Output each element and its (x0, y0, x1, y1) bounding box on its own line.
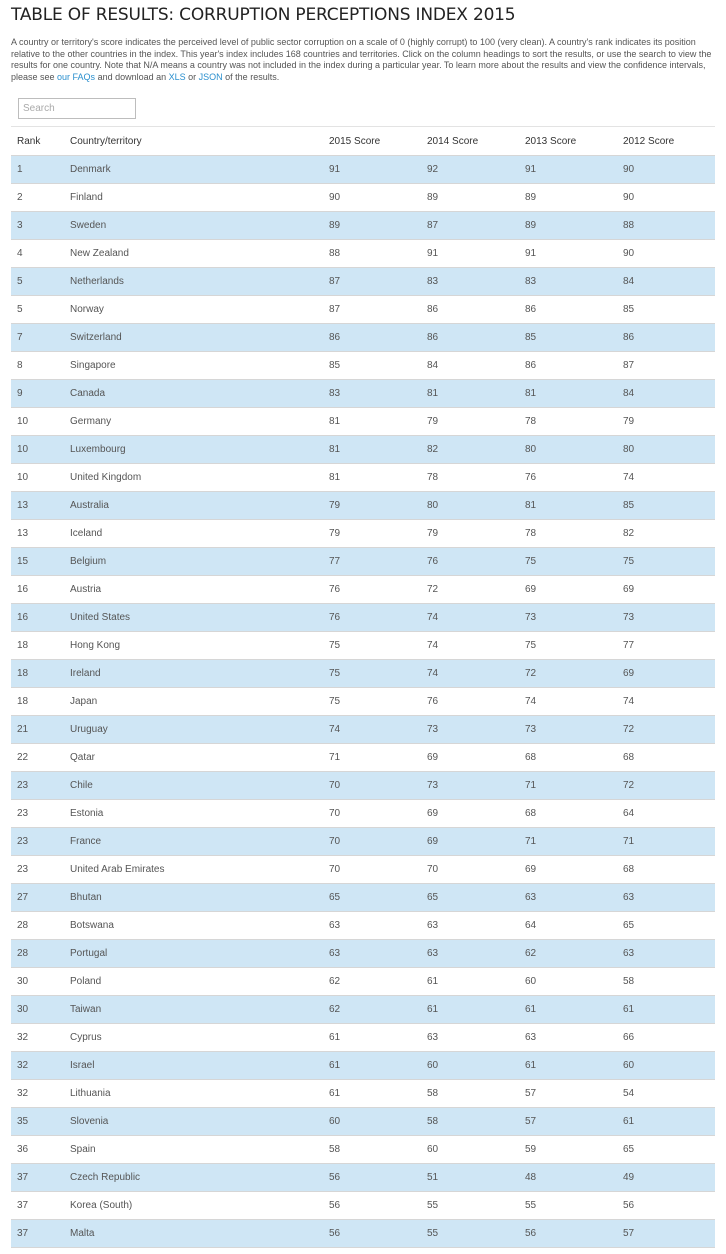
cell-2014-score: 72 (427, 576, 525, 604)
cell-2015-score: 60 (329, 1108, 427, 1136)
cell-rank: 32 (11, 1052, 70, 1080)
cell-2015-score: 62 (329, 968, 427, 996)
cell-2012-score: 63 (623, 884, 715, 912)
cell-2015-score: 79 (329, 520, 427, 548)
cell-2014-score: 79 (427, 408, 525, 436)
cell-2014-score: 87 (427, 212, 525, 240)
cell-2014-score: 76 (427, 548, 525, 576)
cell-country: United Kingdom (70, 464, 329, 492)
cell-2013-score: 85 (525, 324, 623, 352)
cell-rank: 1 (11, 156, 70, 184)
cell-2013-score: 68 (525, 744, 623, 772)
cell-2014-score: 82 (427, 436, 525, 464)
cell-2015-score: 83 (329, 380, 427, 408)
cell-2012-score: 80 (623, 436, 715, 464)
intro-text-4: of the results. (222, 71, 280, 82)
cell-2012-score: 90 (623, 156, 715, 184)
cell-2013-score: 56 (525, 1220, 623, 1248)
table-row (11, 1052, 715, 1080)
cell-2013-score: 64 (525, 912, 623, 940)
cell-country: Korea (South) (70, 1192, 329, 1220)
cell-2012-score: 84 (623, 380, 715, 408)
table-row (11, 744, 715, 772)
cell-rank: 7 (11, 324, 70, 352)
cell-2013-score: 89 (525, 184, 623, 212)
cell-2013-score: 91 (525, 240, 623, 268)
cell-2014-score: 63 (427, 1024, 525, 1052)
cell-2015-score: 70 (329, 772, 427, 800)
cell-2014-score: 51 (427, 1164, 525, 1192)
cell-2015-score: 85 (329, 352, 427, 380)
cell-2014-score: 92 (427, 156, 525, 184)
cell-2012-score: 65 (623, 912, 715, 940)
cell-country: Iceland (70, 520, 329, 548)
cell-country: Botswana (70, 912, 329, 940)
table-row (11, 1220, 715, 1248)
header-country[interactable]: Country/territory (70, 127, 329, 156)
table-row (11, 772, 715, 800)
cell-2013-score: 62 (525, 940, 623, 968)
cell-rank: 13 (11, 520, 70, 548)
cell-2012-score: 71 (623, 828, 715, 856)
table-row (11, 520, 715, 548)
table-row (11, 464, 715, 492)
cell-2015-score: 56 (329, 1220, 427, 1248)
cell-2014-score: 91 (427, 240, 525, 268)
table-row (11, 828, 715, 856)
cell-country: Netherlands (70, 268, 329, 296)
cell-2014-score: 70 (427, 856, 525, 884)
table-row (11, 632, 715, 660)
cell-2013-score: 57 (525, 1080, 623, 1108)
cell-rank: 4 (11, 240, 70, 268)
cell-2013-score: 69 (525, 576, 623, 604)
cell-2015-score: 70 (329, 828, 427, 856)
cell-country: Cyprus (70, 1024, 329, 1052)
cell-2015-score: 81 (329, 408, 427, 436)
cell-country: Australia (70, 492, 329, 520)
table-row (11, 352, 715, 380)
cell-2014-score: 74 (427, 632, 525, 660)
intro-paragraph (11, 37, 713, 83)
cell-2015-score: 88 (329, 240, 427, 268)
table-row (11, 1164, 715, 1192)
cell-2013-score: 74 (525, 688, 623, 716)
header-2015-score[interactable]: 2015 Score (329, 127, 427, 156)
cell-country: Estonia (70, 800, 329, 828)
cell-2015-score: 63 (329, 912, 427, 940)
cell-2015-score: 56 (329, 1192, 427, 1220)
cell-2012-score: 77 (623, 632, 715, 660)
cell-2012-score: 72 (623, 716, 715, 744)
cell-rank: 23 (11, 772, 70, 800)
table-row (11, 408, 715, 436)
cell-2013-score: 80 (525, 436, 623, 464)
cell-rank: 28 (11, 912, 70, 940)
table-row (11, 296, 715, 324)
cell-2015-score: 61 (329, 1024, 427, 1052)
cell-country: Qatar (70, 744, 329, 772)
cell-2015-score: 90 (329, 184, 427, 212)
cell-country: New Zealand (70, 240, 329, 268)
cell-2012-score: 90 (623, 240, 715, 268)
table-row (11, 240, 715, 268)
cell-2013-score: 75 (525, 632, 623, 660)
cell-rank: 8 (11, 352, 70, 380)
cell-2015-score: 81 (329, 464, 427, 492)
table-row (11, 884, 715, 912)
cell-2012-score: 75 (623, 548, 715, 576)
cell-rank: 23 (11, 800, 70, 828)
cell-2015-score: 65 (329, 884, 427, 912)
cell-rank: 10 (11, 464, 70, 492)
cell-2012-score: 88 (623, 212, 715, 240)
table-row (11, 912, 715, 940)
header-2012-score[interactable]: 2012 Score (623, 127, 715, 156)
cell-country: Germany (70, 408, 329, 436)
cell-rank: 10 (11, 436, 70, 464)
cell-rank: 37 (11, 1220, 70, 1248)
cell-2015-score: 75 (329, 660, 427, 688)
cell-2014-score: 61 (427, 968, 525, 996)
cell-2013-score: 61 (525, 1052, 623, 1080)
intro-text-2: and download an (95, 71, 169, 82)
cell-2013-score: 71 (525, 772, 623, 800)
cell-2014-score: 79 (427, 520, 525, 548)
cell-2014-score: 69 (427, 744, 525, 772)
cell-2014-score: 83 (427, 268, 525, 296)
cell-2013-score: 57 (525, 1108, 623, 1136)
cell-rank: 32 (11, 1080, 70, 1108)
cell-rank: 9 (11, 380, 70, 408)
cell-2015-score: 81 (329, 436, 427, 464)
cell-2015-score: 71 (329, 744, 427, 772)
cell-rank: 37 (11, 1192, 70, 1220)
cell-2013-score: 60 (525, 968, 623, 996)
table-row (11, 576, 715, 604)
header-2013-score[interactable]: 2013 Score (525, 127, 623, 156)
cell-2014-score: 69 (427, 800, 525, 828)
cell-2014-score: 58 (427, 1108, 525, 1136)
faqs-link[interactable]: our FAQs (57, 71, 96, 82)
cell-2013-score: 69 (525, 856, 623, 884)
cell-country: Czech Republic (70, 1164, 329, 1192)
table-row (11, 436, 715, 464)
cell-country: Bhutan (70, 884, 329, 912)
cell-2012-score: 90 (623, 184, 715, 212)
cell-2014-score: 78 (427, 464, 525, 492)
cell-2012-score: 72 (623, 772, 715, 800)
cell-2012-score: 85 (623, 492, 715, 520)
cell-2012-score: 49 (623, 1164, 715, 1192)
cell-2012-score: 66 (623, 1024, 715, 1052)
cell-country: Singapore (70, 352, 329, 380)
cell-2013-score: 81 (525, 380, 623, 408)
cell-2015-score: 76 (329, 604, 427, 632)
cell-2014-score: 65 (427, 884, 525, 912)
page-title: TABLE OF RESULTS: CORRUPTION PERCEPTIONS INDEX 2015 (11, 5, 516, 25)
intro-text-1: A country or territory's score indicates the perceived level of public sector corruption on a scale of 0 (highly corrupt) to 100 (very clean). A country's rank indicates its position relative to the other countries in the index. This year's index includes 168 countries and territories. Click on the column headings to sort the results, or use the search to view the results for one country. Note that N/A means a country was not included in the index during a particular year. To learn more about the results and view the confidence intervals, please see (11, 37, 712, 82)
table-row (11, 660, 715, 688)
cell-country: Sweden (70, 212, 329, 240)
cell-2014-score: 74 (427, 660, 525, 688)
cell-2014-score: 73 (427, 716, 525, 744)
cell-country: Slovenia (70, 1108, 329, 1136)
cell-2012-score: 84 (623, 268, 715, 296)
cell-country: Finland (70, 184, 329, 212)
cell-2015-score: 70 (329, 800, 427, 828)
cell-rank: 16 (11, 604, 70, 632)
cell-rank: 18 (11, 688, 70, 716)
cell-2012-score: 68 (623, 856, 715, 884)
results-body (11, 156, 715, 1248)
cell-rank: 30 (11, 968, 70, 996)
cell-2012-score: 64 (623, 800, 715, 828)
table-row (11, 996, 715, 1024)
cell-2012-score: 87 (623, 352, 715, 380)
cell-2015-score: 86 (329, 324, 427, 352)
cell-2015-score: 89 (329, 212, 427, 240)
cell-2013-score: 61 (525, 996, 623, 1024)
cell-2015-score: 87 (329, 268, 427, 296)
cell-rank: 13 (11, 492, 70, 520)
cell-country: Hong Kong (70, 632, 329, 660)
cell-rank: 32 (11, 1024, 70, 1052)
cell-2014-score: 84 (427, 352, 525, 380)
cell-rank: 23 (11, 856, 70, 884)
table-row (11, 604, 715, 632)
cell-2012-score: 63 (623, 940, 715, 968)
cell-2015-score: 79 (329, 492, 427, 520)
cell-country: Luxembourg (70, 436, 329, 464)
table-row (11, 1136, 715, 1164)
cell-rank: 2 (11, 184, 70, 212)
cell-2015-score: 74 (329, 716, 427, 744)
cell-rank: 36 (11, 1136, 70, 1164)
cell-2014-score: 76 (427, 688, 525, 716)
table-row (11, 1192, 715, 1220)
cell-2012-score: 69 (623, 576, 715, 604)
cell-2015-score: 56 (329, 1164, 427, 1192)
cell-2012-score: 65 (623, 1136, 715, 1164)
table-row (11, 856, 715, 884)
cell-2013-score: 75 (525, 548, 623, 576)
cell-2012-score: 82 (623, 520, 715, 548)
cell-2012-score: 74 (623, 688, 715, 716)
cell-2015-score: 87 (329, 296, 427, 324)
cell-rank: 15 (11, 548, 70, 576)
cell-country: Uruguay (70, 716, 329, 744)
cell-2013-score: 59 (525, 1136, 623, 1164)
cell-rank: 3 (11, 212, 70, 240)
cell-rank: 37 (11, 1164, 70, 1192)
cell-2012-score: 54 (623, 1080, 715, 1108)
cell-2015-score: 76 (329, 576, 427, 604)
cell-rank: 23 (11, 828, 70, 856)
cell-2012-score: 85 (623, 296, 715, 324)
cell-2015-score: 75 (329, 688, 427, 716)
cell-country: Spain (70, 1136, 329, 1164)
cell-2013-score: 86 (525, 296, 623, 324)
cell-2014-score: 60 (427, 1136, 525, 1164)
header-2014-score[interactable]: 2014 Score (427, 127, 525, 156)
cell-2014-score: 81 (427, 380, 525, 408)
intro-text-3: or (185, 71, 199, 82)
cell-2014-score: 55 (427, 1192, 525, 1220)
cell-country: United Arab Emirates (70, 856, 329, 884)
cell-2013-score: 89 (525, 212, 623, 240)
cell-country: Israel (70, 1052, 329, 1080)
cell-rank: 27 (11, 884, 70, 912)
cell-2014-score: 60 (427, 1052, 525, 1080)
cell-2012-score: 74 (623, 464, 715, 492)
xls-download-link[interactable]: XLS (168, 71, 186, 82)
cell-2014-score: 86 (427, 324, 525, 352)
cell-country: Denmark (70, 156, 329, 184)
table-row (11, 492, 715, 520)
table-row (11, 800, 715, 828)
cell-country: France (70, 828, 329, 856)
cell-2013-score: 86 (525, 352, 623, 380)
search-input[interactable] (18, 98, 136, 119)
cell-country: Portugal (70, 940, 329, 968)
cell-country: Canada (70, 380, 329, 408)
cell-2013-score: 81 (525, 492, 623, 520)
cell-2013-score: 68 (525, 800, 623, 828)
cell-2013-score: 78 (525, 520, 623, 548)
cell-2012-score: 57 (623, 1220, 715, 1248)
cell-country: Austria (70, 576, 329, 604)
cell-2012-score: 69 (623, 660, 715, 688)
json-download-link[interactable]: JSON (198, 71, 223, 82)
cell-2012-score: 73 (623, 604, 715, 632)
cell-rank: 16 (11, 576, 70, 604)
cell-2015-score: 75 (329, 632, 427, 660)
table-row (11, 940, 715, 968)
cell-2015-score: 62 (329, 996, 427, 1024)
cell-country: Malta (70, 1220, 329, 1248)
cell-2014-score: 80 (427, 492, 525, 520)
cell-2015-score: 63 (329, 940, 427, 968)
cell-2014-score: 61 (427, 996, 525, 1024)
cell-2013-score: 55 (525, 1192, 623, 1220)
cell-2014-score: 63 (427, 912, 525, 940)
cell-2013-score: 83 (525, 268, 623, 296)
cell-2015-score: 61 (329, 1052, 427, 1080)
cell-2015-score: 70 (329, 856, 427, 884)
cell-rank: 5 (11, 296, 70, 324)
cell-rank: 30 (11, 996, 70, 1024)
cell-rank: 18 (11, 632, 70, 660)
table-row (11, 268, 715, 296)
cell-2013-score: 76 (525, 464, 623, 492)
cell-country: Poland (70, 968, 329, 996)
cell-country: Belgium (70, 548, 329, 576)
cell-2013-score: 72 (525, 660, 623, 688)
cell-2014-score: 58 (427, 1080, 525, 1108)
table-row (11, 548, 715, 576)
cell-rank: 5 (11, 268, 70, 296)
cell-2012-score: 79 (623, 408, 715, 436)
cell-2015-score: 58 (329, 1136, 427, 1164)
cell-2014-score: 69 (427, 828, 525, 856)
cell-rank: 21 (11, 716, 70, 744)
cell-rank: 28 (11, 940, 70, 968)
cell-rank: 35 (11, 1108, 70, 1136)
table-row (11, 1080, 715, 1108)
table-header-row (11, 127, 715, 156)
cell-country: Ireland (70, 660, 329, 688)
header-rank[interactable]: Rank (11, 127, 70, 156)
table-row (11, 1108, 715, 1136)
cell-rank: 22 (11, 744, 70, 772)
cell-country: Lithuania (70, 1080, 329, 1108)
cell-2013-score: 71 (525, 828, 623, 856)
cell-2014-score: 63 (427, 940, 525, 968)
table-row (11, 1024, 715, 1052)
cell-country: Norway (70, 296, 329, 324)
cell-2012-score: 58 (623, 968, 715, 996)
cell-2013-score: 73 (525, 604, 623, 632)
cell-2014-score: 55 (427, 1220, 525, 1248)
cell-2013-score: 91 (525, 156, 623, 184)
cell-2014-score: 74 (427, 604, 525, 632)
cell-2015-score: 91 (329, 156, 427, 184)
table-row (11, 156, 715, 184)
cell-2012-score: 61 (623, 1108, 715, 1136)
results-table (11, 127, 715, 1248)
cell-2012-score: 86 (623, 324, 715, 352)
cell-2012-score: 68 (623, 744, 715, 772)
table-row (11, 380, 715, 408)
cell-country: Switzerland (70, 324, 329, 352)
cell-2015-score: 77 (329, 548, 427, 576)
table-row (11, 324, 715, 352)
cell-rank: 10 (11, 408, 70, 436)
cell-country: United States (70, 604, 329, 632)
table-row (11, 184, 715, 212)
cell-2012-score: 61 (623, 996, 715, 1024)
cell-2013-score: 63 (525, 884, 623, 912)
cell-country: Taiwan (70, 996, 329, 1024)
table-row (11, 688, 715, 716)
cell-2013-score: 73 (525, 716, 623, 744)
cell-2013-score: 78 (525, 408, 623, 436)
cell-2014-score: 73 (427, 772, 525, 800)
cell-country: Japan (70, 688, 329, 716)
cell-country: Chile (70, 772, 329, 800)
cell-2015-score: 61 (329, 1080, 427, 1108)
cell-rank: 18 (11, 660, 70, 688)
cell-2014-score: 89 (427, 184, 525, 212)
cell-2013-score: 63 (525, 1024, 623, 1052)
table-row (11, 212, 715, 240)
cell-2012-score: 56 (623, 1192, 715, 1220)
cell-2013-score: 48 (525, 1164, 623, 1192)
table-row (11, 716, 715, 744)
cell-2012-score: 60 (623, 1052, 715, 1080)
table-row (11, 968, 715, 996)
cell-2014-score: 86 (427, 296, 525, 324)
